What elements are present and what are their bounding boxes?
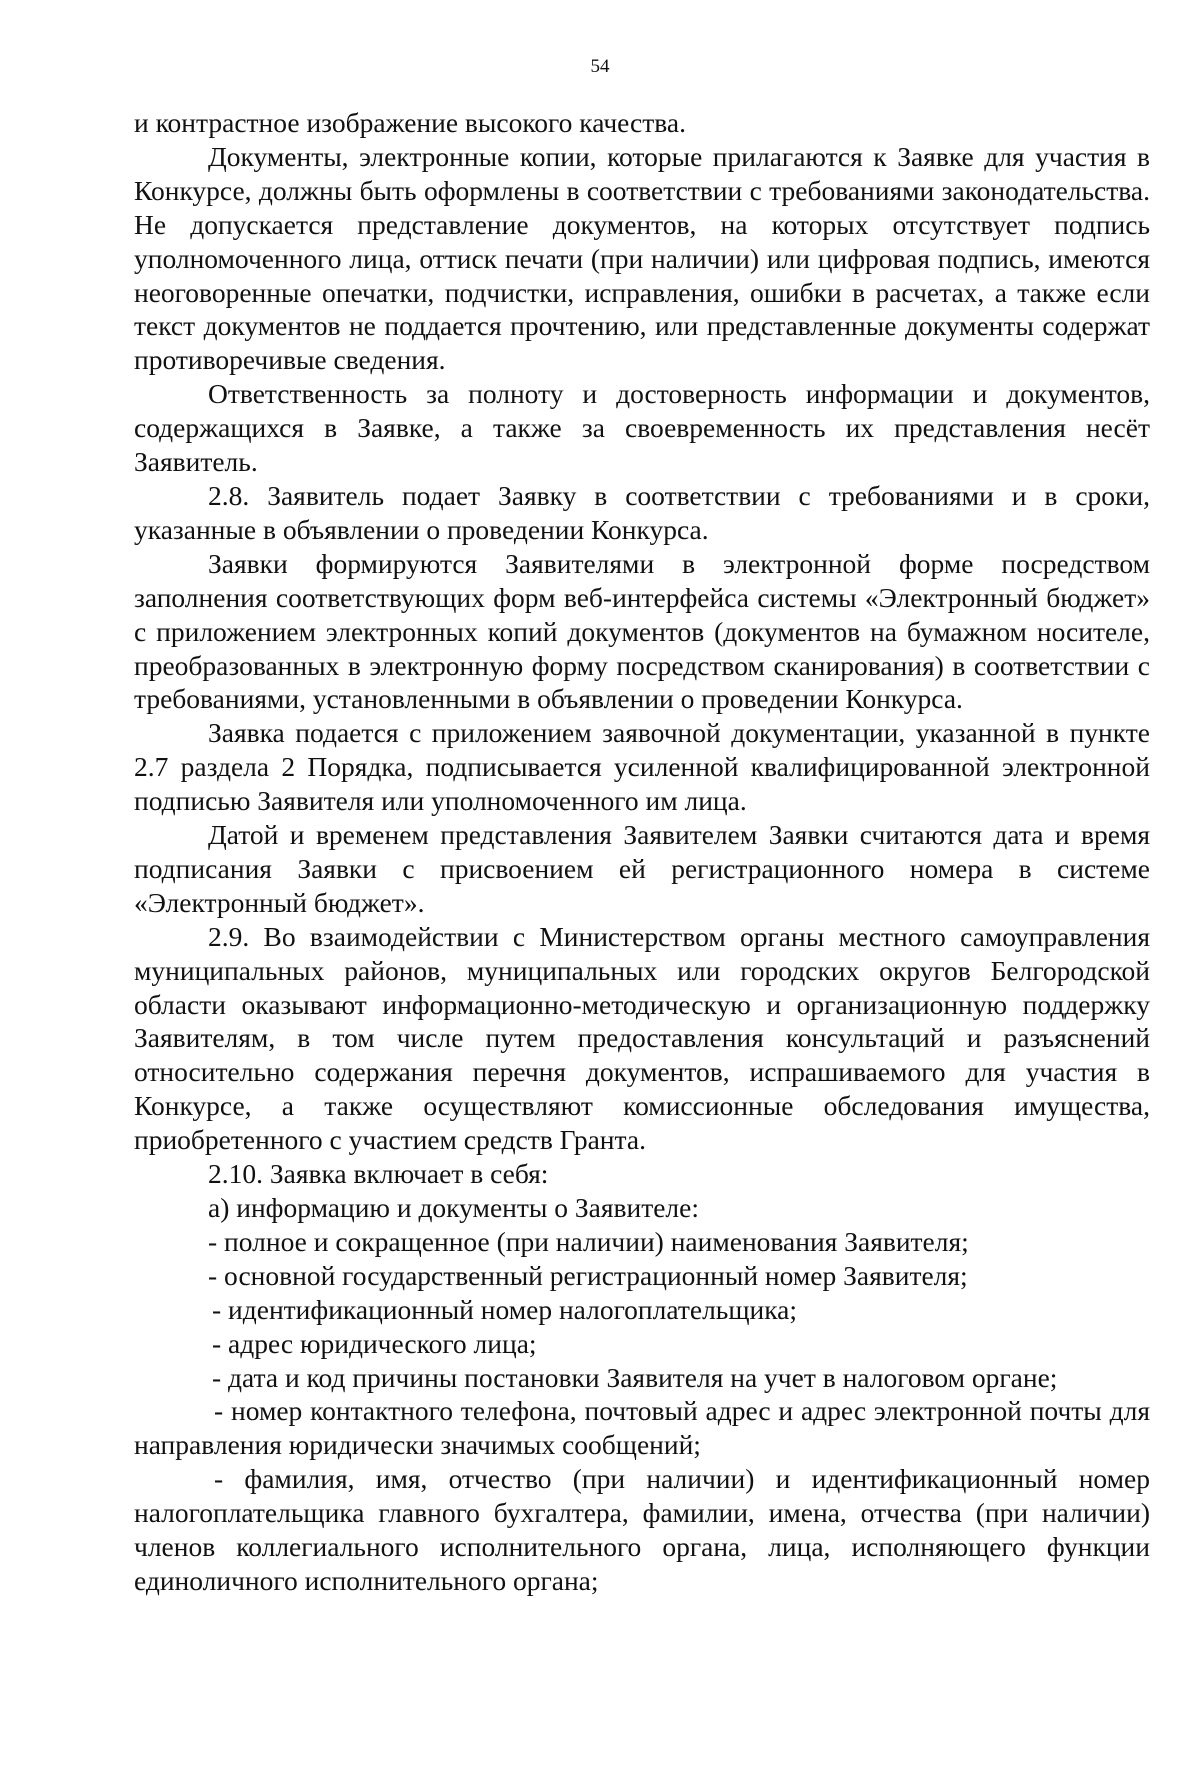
paragraph-continuation: и контрастное изображение высокого качества.	[134, 107, 686, 138]
list-item-names: - полное и сокращенное (при наличии) наименования Заявителя;	[208, 1225, 969, 1257]
list-item-ogrn: - основной государственный регистрационный номер Заявителя;	[208, 1259, 968, 1291]
list-item-officers: - фамилия, имя, отчество (при наличии) и идентификационный номер налогоплательщика главного бухгалтера, фамилии, имена, отчества (при наличии) членов коллегиального исполнительного органа, лица, исполняющего функции единоличного исполнительного органа;	[134, 1463, 1150, 1596]
document-body	[134, 106, 1150, 1598]
paragraph-responsibility: Ответственность за полноту и достоверность информации и документов, содержащихся в Заявке, а также за своевременность их представления несёт Заявитель.	[134, 378, 1150, 478]
paragraph-application-submitted: Заявка подается с приложением заявочной документации, указанной в пункте 2.7 раздела 2 Порядка, подписывается усиленной квалифицированной электронной подписью Заявителя или уполномоченного им лица.	[134, 717, 1150, 817]
paragraph-applications-formed: Заявки формируются Заявителями в электронной форме посредством заполнения соответствующих форм веб-интерфейса системы «Электронный бюджет» с приложением электронных копий документов (документов на бумажном носителе, преобразованных в электронную форму посредством сканирования) в соответствии с требованиями, установленными в объявлении о проведении Конкурса.	[134, 547, 1150, 715]
list-item-contacts: - номер контактного телефона, почтовый адрес и адрес электронной почты для направления юридически значимых сообщений;	[134, 1395, 1150, 1461]
paragraph-2-9: 2.9. Во взаимодействии с Министерством органы местного самоуправления муниципальных районов, муниципальных или городских округов Белгородской области оказывают информационно-методическую и организационную поддержку Заявителям, в том числе путем предоставления консультаций и разъяснений относительно содержания перечня документов, испрашиваемого для участия в Конкурсе, а также осуществляют комиссионные обследования имущества, приобретенного с участием средств Гранта.	[134, 920, 1150, 1156]
list-item-address: - адрес юридического лица;	[212, 1327, 537, 1359]
list-item-a: а) информацию и документы о Заявителе:	[208, 1192, 699, 1223]
page-number: 54	[590, 56, 610, 77]
paragraph-date-time: Датой и временем представления Заявителем Заявки считаются дата и время подписания Заявки с присвоением ей регистрационного номера в системе «Электронный бюджет».	[134, 819, 1150, 918]
paragraph-documents-requirements: Документы, электронные копии, которые прилагаются к Заявке для участия в Конкурсе, должны быть оформлены в соответствии с требованиями законодательства. Не допускается представление документов, на которых отсутствует подпись уполномоченного лица, оттиск печати (при наличии) или цифровая подпись, имеются неоговоренные опечатки, подчистки, исправления, ошибки в расчетах, а также если текст документов не поддается прочтению, или представленные документы содержат противоречивые сведения.	[134, 140, 1150, 376]
list-item-inn: - идентификационный номер налогоплательщика;	[212, 1293, 798, 1325]
paragraph-2-10: 2.10. Заявка включает в себя:	[208, 1158, 549, 1190]
paragraph-2-8: 2.8. Заявитель подает Заявку в соответствии с требованиями и в сроки, указанные в объявлении о проведении Конкурса.	[134, 479, 1150, 545]
list-item-tax-registration: - дата и код причины постановки Заявителя на учет в налоговом органе;	[212, 1361, 1058, 1393]
